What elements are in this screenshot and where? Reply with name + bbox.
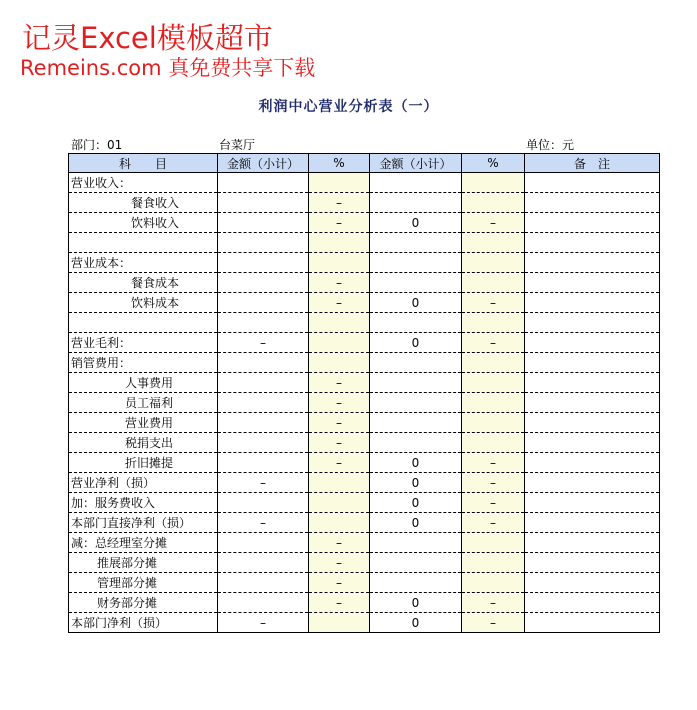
table-row — [69, 553, 660, 573]
amount-1-cell — [218, 313, 309, 333]
department-name: 台菜厅 — [219, 138, 256, 152]
percent-2-cell: – — [462, 613, 525, 633]
table-row — [69, 593, 660, 613]
amount-1-cell — [218, 213, 309, 233]
row-label: 折旧摊提 — [69, 453, 218, 473]
percent-1-cell: – — [309, 413, 370, 433]
table-row — [69, 493, 660, 513]
percent-1-cell — [309, 173, 370, 193]
table-row — [69, 273, 660, 293]
amount-1-cell — [218, 353, 309, 373]
percent-2-cell: – — [462, 493, 525, 513]
amount-2-cell — [370, 353, 462, 373]
note-cell — [525, 313, 660, 333]
percent-2-cell — [462, 193, 525, 213]
note-cell — [525, 453, 660, 473]
percent-1-cell: – — [309, 213, 370, 233]
watermark-subtitle: Remeins.com 真免费共享下载 — [20, 56, 316, 80]
percent-1-cell: – — [309, 393, 370, 413]
amount-1-cell — [218, 393, 309, 413]
watermark-title: 记灵Excel模板超市 — [22, 21, 273, 55]
amount-1-cell: – — [218, 513, 309, 533]
table-row — [69, 313, 660, 333]
row-label: 营业费用 — [69, 413, 218, 433]
percent-1-cell: – — [309, 273, 370, 293]
row-label: 销管费用： — [69, 353, 218, 373]
table-row — [69, 453, 660, 473]
amount-1-cell — [218, 493, 309, 513]
note-cell — [525, 373, 660, 393]
amount-2-cell — [370, 313, 462, 333]
percent-1-cell — [309, 233, 370, 253]
percent-1-cell — [309, 613, 370, 633]
table-row — [69, 293, 660, 313]
amount-2-cell — [370, 373, 462, 393]
amount-2-cell — [370, 273, 462, 293]
amount-1-cell: – — [218, 473, 309, 493]
row-label: 财务部分摊 — [69, 593, 218, 613]
table-row — [69, 573, 660, 593]
table-row — [69, 513, 660, 533]
amount-2-cell: 0 — [370, 593, 462, 613]
percent-2-cell — [462, 413, 525, 433]
col-header-note: 备 注 — [525, 154, 660, 173]
percent-2-cell: – — [462, 593, 525, 613]
amount-1-cell: – — [218, 333, 309, 353]
amount-1-cell — [218, 273, 309, 293]
note-cell — [525, 433, 660, 453]
note-cell — [525, 393, 660, 413]
table-row — [69, 393, 660, 413]
amount-2-cell — [370, 173, 462, 193]
table-header-row — [69, 154, 660, 173]
row-label: 本部门直接净利（损） — [69, 513, 218, 533]
row-label: 本部门净利（损） — [69, 613, 218, 633]
percent-1-cell: – — [309, 533, 370, 553]
amount-1-cell — [218, 433, 309, 453]
col-header-percent-1: % — [309, 154, 370, 173]
note-cell — [525, 353, 660, 373]
percent-1-cell: – — [309, 453, 370, 473]
amount-2-cell — [370, 553, 462, 573]
row-label: 餐食成本 — [69, 273, 218, 293]
table-row — [69, 433, 660, 453]
percent-2-cell — [462, 433, 525, 453]
note-cell — [525, 213, 660, 233]
percent-1-cell — [309, 313, 370, 333]
amount-2-cell — [370, 253, 462, 273]
percent-2-cell — [462, 573, 525, 593]
note-cell — [525, 413, 660, 433]
percent-2-cell — [462, 353, 525, 373]
row-label: 饮料收入 — [69, 213, 218, 233]
row-label: 餐食收入 — [69, 193, 218, 213]
note-cell — [525, 273, 660, 293]
row-label: 营业毛利： — [69, 333, 218, 353]
percent-2-cell — [462, 533, 525, 553]
col-header-percent-2: % — [462, 154, 525, 173]
percent-2-cell — [462, 253, 525, 273]
table-row — [69, 473, 660, 493]
amount-2-cell: 0 — [370, 333, 462, 353]
table-row — [69, 353, 660, 373]
table-row — [69, 233, 660, 253]
table-row — [69, 173, 660, 193]
table-row — [69, 253, 660, 273]
percent-1-cell: – — [309, 573, 370, 593]
amount-1-cell — [218, 593, 309, 613]
percent-2-cell — [462, 273, 525, 293]
percent-2-cell — [462, 173, 525, 193]
percent-1-cell — [309, 253, 370, 273]
row-label: 饮料成本 — [69, 293, 218, 313]
amount-1-cell — [218, 373, 309, 393]
row-label: 减：总经理室分摊 — [69, 533, 218, 553]
percent-2-cell: – — [462, 453, 525, 473]
table-row — [69, 533, 660, 553]
amount-1-cell — [218, 413, 309, 433]
percent-2-cell: – — [462, 333, 525, 353]
amount-1-cell — [218, 253, 309, 273]
percent-1-cell: – — [309, 193, 370, 213]
department-code: 部门：01 — [71, 138, 123, 152]
amount-2-cell: 0 — [370, 613, 462, 633]
row-label: 推展部分摊 — [69, 553, 218, 573]
note-cell — [525, 173, 660, 193]
amount-1-cell — [218, 233, 309, 253]
note-cell — [525, 533, 660, 553]
amount-1-cell — [218, 533, 309, 553]
amount-1-cell — [218, 453, 309, 473]
amount-2-cell — [370, 573, 462, 593]
percent-1-cell: – — [309, 553, 370, 573]
note-cell — [525, 513, 660, 533]
percent-1-cell: – — [309, 373, 370, 393]
amount-1-cell: – — [218, 613, 309, 633]
percent-1-cell — [309, 513, 370, 533]
percent-2-cell: – — [462, 213, 525, 233]
amount-1-cell — [218, 293, 309, 313]
percent-1-cell — [309, 493, 370, 513]
note-cell — [525, 473, 660, 493]
percent-2-cell — [462, 553, 525, 573]
amount-1-cell — [218, 173, 309, 193]
amount-1-cell — [218, 553, 309, 573]
percent-2-cell: – — [462, 473, 525, 493]
table-body — [69, 173, 660, 633]
note-cell — [525, 493, 660, 513]
note-cell — [525, 293, 660, 313]
amount-2-cell: 0 — [370, 473, 462, 493]
percent-2-cell: – — [462, 293, 525, 313]
amount-2-cell: 0 — [370, 513, 462, 533]
note-cell — [525, 593, 660, 613]
row-label: 员工福利 — [69, 393, 218, 413]
note-cell — [525, 573, 660, 593]
amount-2-cell: 0 — [370, 213, 462, 233]
amount-2-cell: 0 — [370, 453, 462, 473]
percent-2-cell — [462, 233, 525, 253]
amount-2-cell — [370, 533, 462, 553]
row-label: 营业收入： — [69, 173, 218, 193]
table-row — [69, 413, 660, 433]
table-row — [69, 193, 660, 213]
table-row — [69, 373, 660, 393]
amount-2-cell: 0 — [370, 293, 462, 313]
currency-unit: 单位：元 — [526, 138, 575, 152]
row-label: 营业成本： — [69, 253, 218, 273]
report-title: 利润中心营业分析表（一） — [258, 99, 439, 115]
table-row — [69, 613, 660, 633]
row-label: 人事费用 — [69, 373, 218, 393]
amount-2-cell — [370, 193, 462, 213]
row-label: 加：服务费收入 — [69, 493, 218, 513]
amount-1-cell — [218, 573, 309, 593]
row-label: 营业净利（损） — [69, 473, 218, 493]
percent-2-cell — [462, 393, 525, 413]
note-cell — [525, 253, 660, 273]
row-label — [69, 313, 218, 333]
percent-1-cell: – — [309, 433, 370, 453]
amount-2-cell — [370, 393, 462, 413]
row-label: 税捐支出 — [69, 433, 218, 453]
note-cell — [525, 193, 660, 213]
col-header-item: 科 目 — [69, 154, 218, 173]
percent-1-cell — [309, 353, 370, 373]
note-cell — [525, 233, 660, 253]
note-cell — [525, 553, 660, 573]
percent-2-cell — [462, 313, 525, 333]
col-header-amount-1: 金额（小计） — [218, 154, 309, 173]
percent-1-cell — [309, 473, 370, 493]
percent-2-cell: – — [462, 513, 525, 533]
percent-1-cell — [309, 333, 370, 353]
percent-1-cell: – — [309, 293, 370, 313]
percent-2-cell — [462, 373, 525, 393]
row-label — [69, 233, 218, 253]
table-row — [69, 333, 660, 353]
percent-1-cell: – — [309, 593, 370, 613]
note-cell — [525, 613, 660, 633]
col-header-amount-2: 金额（小计） — [370, 154, 462, 173]
amount-2-cell: 0 — [370, 493, 462, 513]
analysis-table — [68, 153, 660, 633]
note-cell — [525, 333, 660, 353]
amount-2-cell — [370, 413, 462, 433]
amount-2-cell — [370, 233, 462, 253]
amount-2-cell — [370, 433, 462, 453]
table-row — [69, 213, 660, 233]
amount-1-cell — [218, 193, 309, 213]
row-label: 管理部分摊 — [69, 573, 218, 593]
